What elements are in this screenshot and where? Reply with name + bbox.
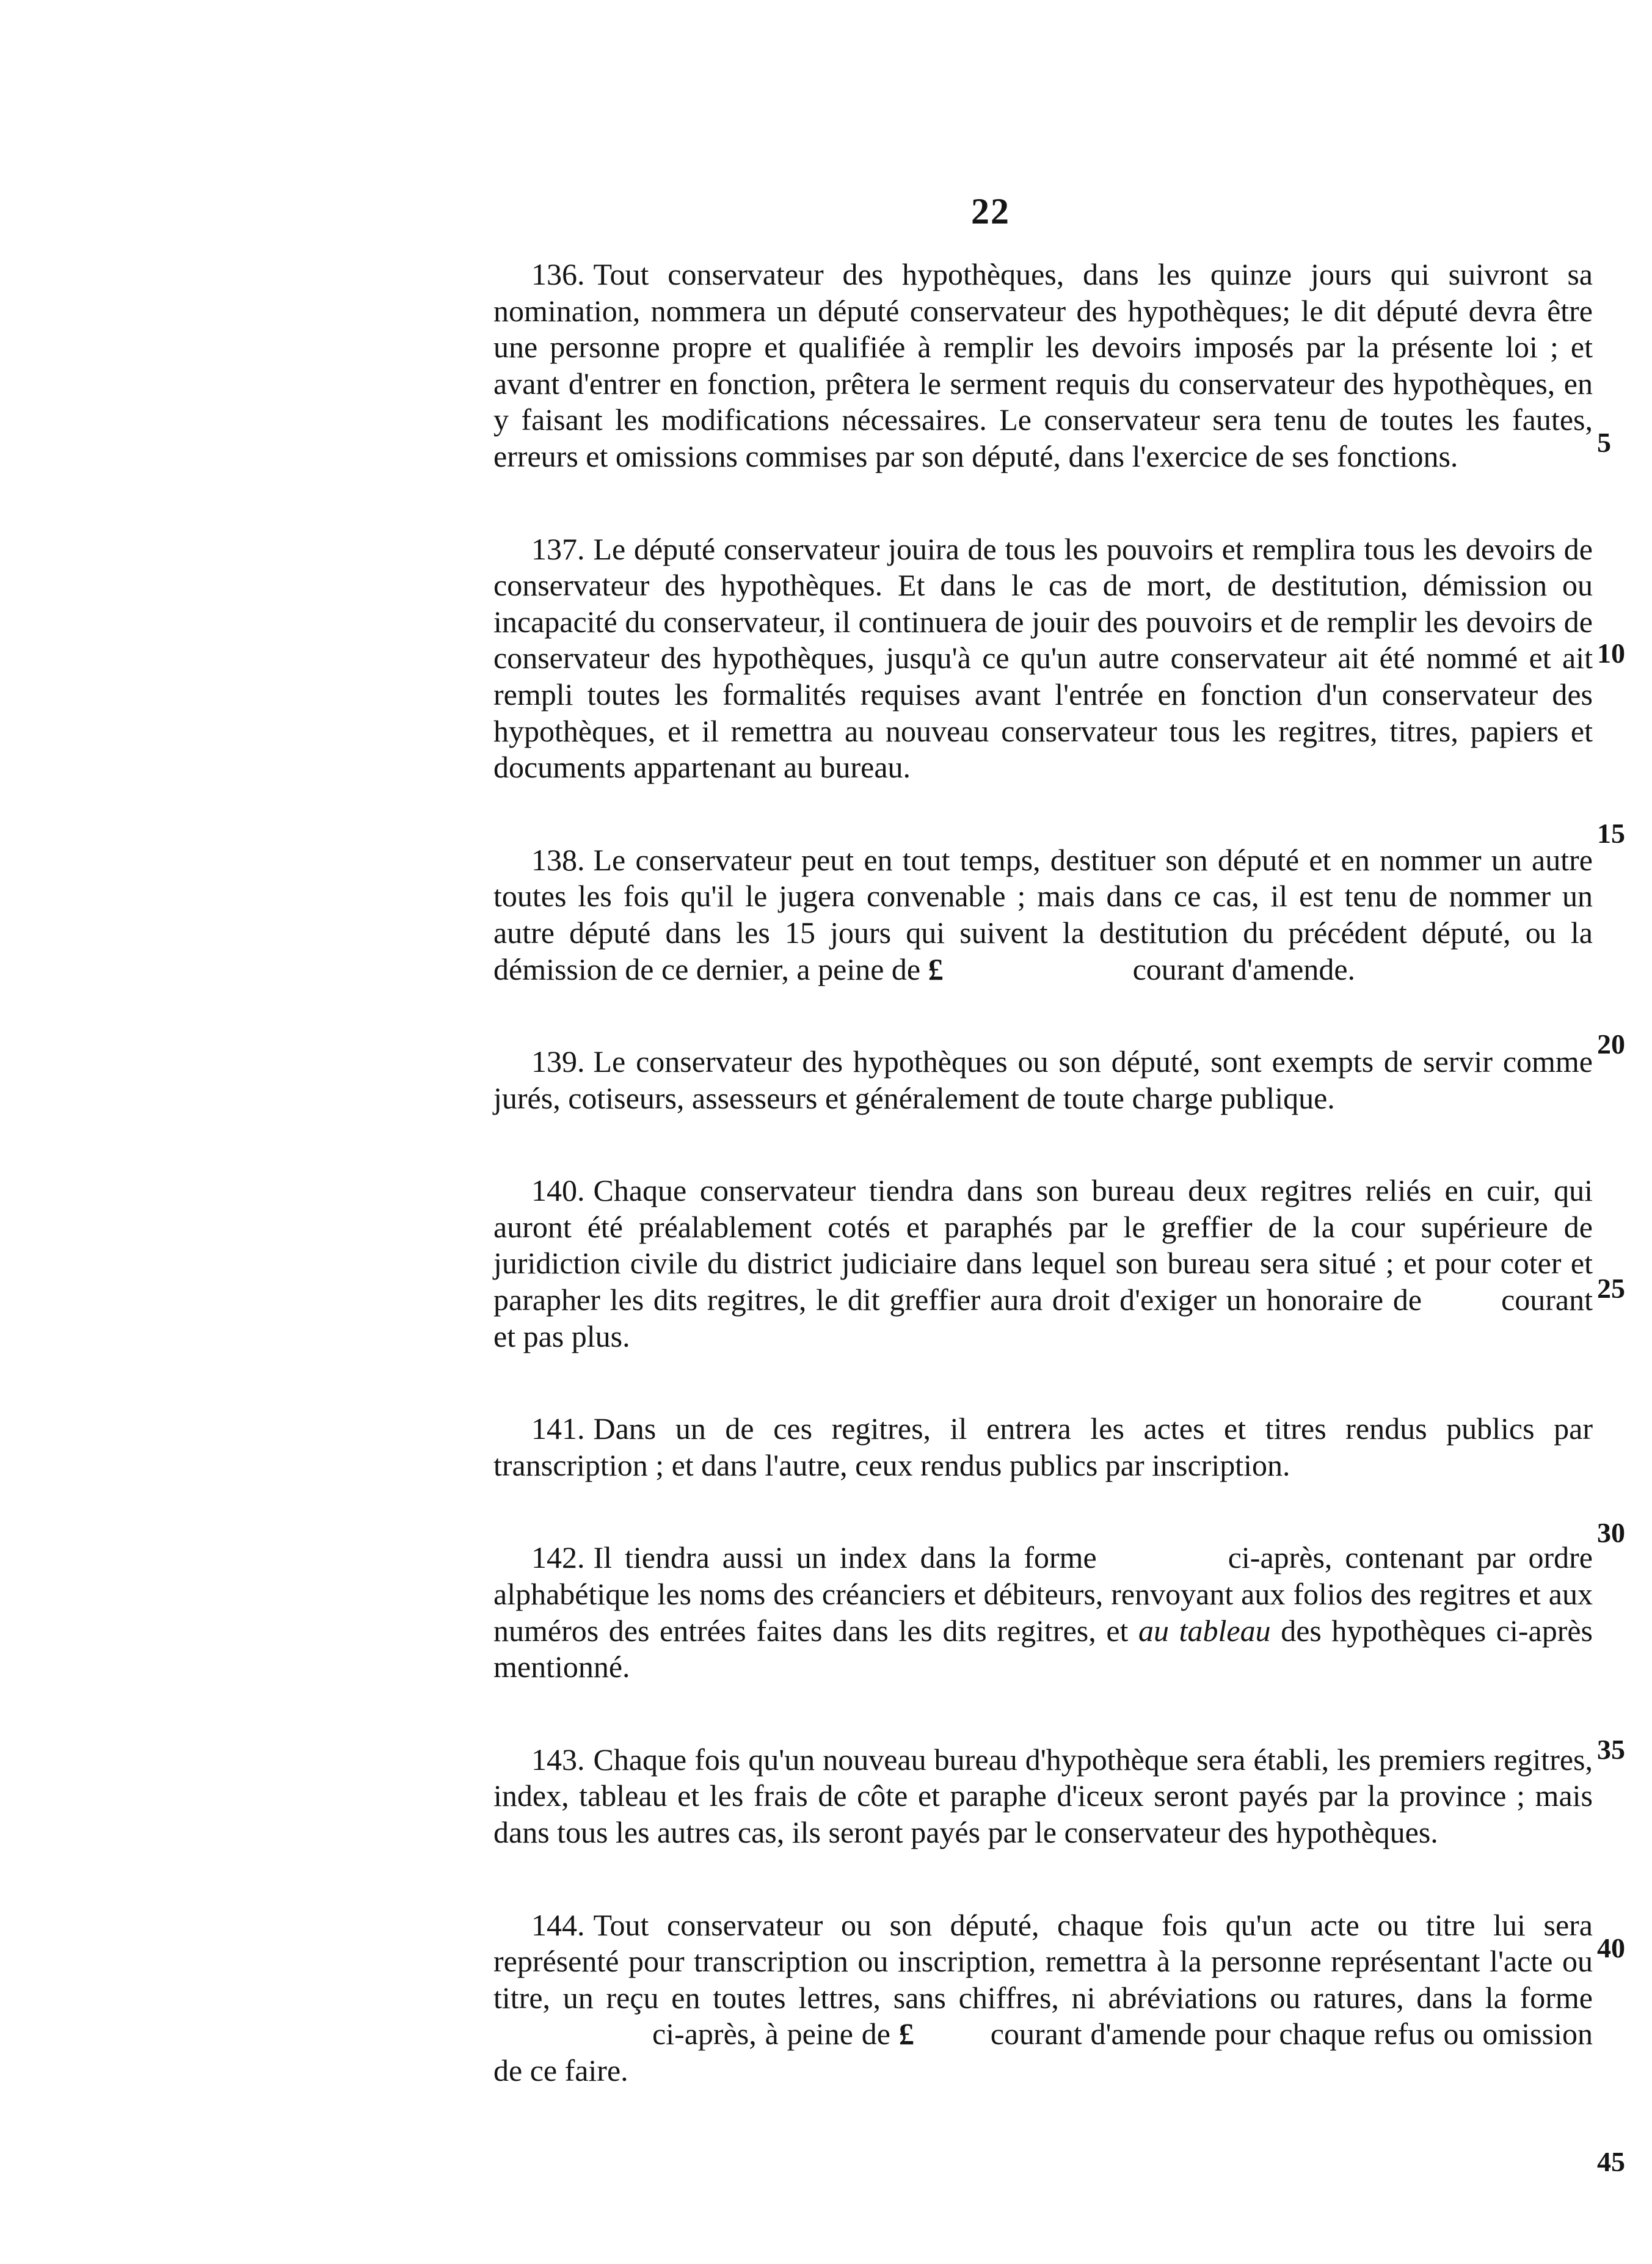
article-142 [493, 1540, 1593, 1685]
article-text-end: courant d'amende pour chaque refus ou omission de ce faire. [493, 2017, 1593, 2087]
article-number: 142. [531, 1540, 585, 1575]
article-text: Le conservateur des hypothèques ou son député, sont exempts de servir comme jurés, cotiseurs, assesseurs et généralement de toute charge publique. [493, 1044, 1593, 1115]
article-text-end: courant d'amende. [1132, 952, 1356, 986]
article-text: Le député conservateur jouira de tous les pouvoirs et remplira tous les devoirs de conservateur des hypothèques. Et dans le cas de mort, de destitution, démission ou incapacité du conservateur, il continuera de jouir des pouvoirs et de remplir les devoirs de conservateur des hypothèques, jusqu'à ce qu'un autre conservateur ait été nommé et ait rempli toutes les formalités requises avant l'entrée en fonction d'un conservateur des hypothèques, et il remettra au nouveau conservateur tous les regitres, titres, papiers et documents appartenant au bureau. [493, 531, 1593, 785]
line-number-5: 5 [1597, 427, 1611, 458]
article-141 [493, 1411, 1593, 1483]
article-number: 136. [531, 257, 585, 291]
page-number: 22 [971, 191, 1010, 231]
line-number-10: 10 [1597, 638, 1625, 669]
article-number: 141. [531, 1411, 585, 1446]
pound-sign: £ [928, 952, 944, 986]
article-143 [493, 1742, 1593, 1851]
article-text: Tout conservateur des hypothèques, dans les quinze jours qui suivront sa nomination, nommera un député conservateur des hypothèques; le dit député devra être une personne propre et qualifiée à remplir les devoirs imposés par la présente loi ; et avant d'entrer en fonction, prêtera le serment requis du conservateur des hypothèques, en y faisant les modifications nécessaires. Le conservateur sera tenu de toutes les fautes, erreurs et omissions commises par son député, dans l'exercice de ses fonctions. [493, 257, 1593, 473]
line-number-40: 40 [1597, 1932, 1625, 1964]
line-number-35: 35 [1597, 1734, 1625, 1765]
line-number-25: 25 [1597, 1273, 1625, 1304]
article-text-end: des hypothèques ci-après mentionné. [493, 1613, 1593, 1684]
line-number-45: 45 [1597, 2146, 1625, 2177]
article-144 [493, 1907, 1593, 2089]
article-text-middle: ci-après, à peine de [652, 2017, 890, 2051]
text-column [493, 257, 1593, 2089]
line-number-30: 30 [1597, 1517, 1625, 1548]
article-136 [493, 257, 1593, 475]
article-139 [493, 1044, 1593, 1116]
article-text: Chaque conservateur tiendra dans son bureau deux regitres reliés en cuir, qui auront été préalablement cotés et paraphés par le greffier de la cour supérieure de juridiction civile du district judiciaire dans lequel son bureau sera situé ; et pour coter et parapher les dits regitres, le dit greffier aura droit d'exiger un honoraire de [493, 1173, 1593, 1317]
pound-sign: £ [898, 2017, 914, 2051]
article-text-middle: ci-après, contenant par ordre alphabétique les noms des créanciers et débiteurs, renvoyant aux folios des regitres et aux numéros des entrées faites dans les dits regitres, et [493, 1540, 1593, 1648]
article-number: 140. [531, 1173, 585, 1208]
article-number: 138. [531, 842, 585, 877]
article-138 [493, 842, 1593, 988]
article-number: 143. [531, 1742, 585, 1777]
article-text: Il tiendra aussi un index dans la forme [593, 1540, 1097, 1575]
article-text: Tout conservateur ou son député, chaque fois qu'un acte ou titre lui sera représenté pour transcription ou inscription, remettra à la personne représentant l'acte ou titre, un reçu en toutes lettres, sans chiffres, ni abréviations ou ratures, dans la forme [493, 1907, 1593, 2015]
article-140 [493, 1173, 1593, 1355]
article-text: Dans un de ces regitres, il entrera les actes et titres rendus publics par transcription ; et dans l'autre, ceux rendus publics par inscription. [493, 1411, 1593, 1482]
article-text-end: courant et pas plus. [493, 1283, 1593, 1353]
italic-term: au tableau [1138, 1613, 1271, 1648]
article-number: 137. [531, 531, 585, 566]
article-text: Chaque fois qu'un nouveau bureau d'hypothèque sera établi, les premiers regitres, index, tableau et les frais de côte et paraphe d'iceux seront payés par la province ; mais dans tous les autres cas, ils seront payés par le conservateur des hypothèques. [493, 1742, 1593, 1849]
article-number: 144. [531, 1907, 585, 1942]
line-number-20: 20 [1597, 1028, 1625, 1060]
article-number: 139. [531, 1044, 585, 1079]
article-text: Le conservateur peut en tout temps, destituer son député et en nommer un autre toutes les fois qu'il le jugera convenable ; mais dans ce cas, il est tenu de nommer un autre député dans les 15 jours qui suivent la destitution du précédent député, ou la démission de ce dernier, a peine de [493, 842, 1593, 986]
line-number-15: 15 [1597, 818, 1625, 849]
article-137 [493, 531, 1593, 786]
